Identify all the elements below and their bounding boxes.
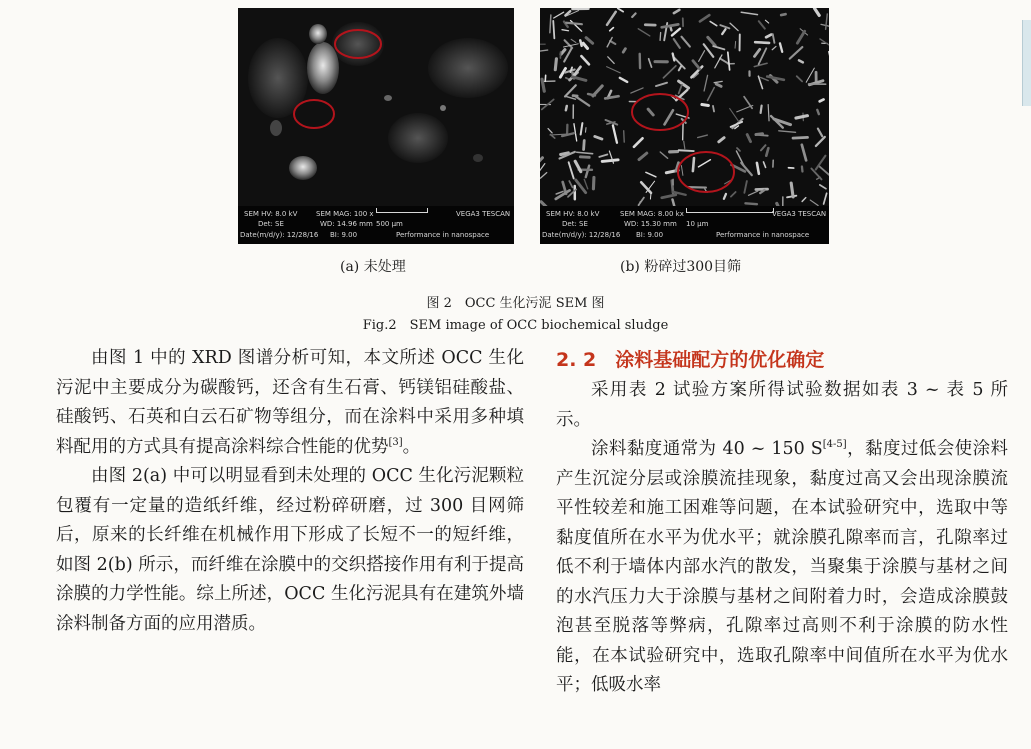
sem-info-bar [540,206,829,244]
fiber-texture [793,137,808,138]
fiber-texture [585,128,586,132]
sem-wd: WD: 15.30 mm [624,220,677,228]
fiber-texture [716,84,721,86]
fiber-texture [580,40,581,45]
fiber-texture [540,50,548,51]
paragraph-text: 涂料黏度通常为 40 ~ 150 S [591,439,823,459]
fiber-texture [555,59,556,70]
paragraph [56,344,524,462]
sem-mag: SEM MAG: 8.00 kx [620,210,684,218]
sem-micrograph-a [238,8,514,206]
sem-image-crushed [540,8,829,244]
sem-date: Date(m/d/y): 12/28/16 [542,231,621,239]
fiber-texture [781,14,785,15]
section-heading [556,344,1008,376]
paragraph-text: 由图 2(a) 中可以明显看到未处理的 OCC 生化污泥颗粒包覆有一定量的造纸纤维，经过粉碎研磨，过 300 目网筛后，原来的长纤维在机械作用下形成了长短不一的短纤维，如图 2(b) 所示，而纤维在涂膜中的交织搭接作用有利于提高涂膜的力学性能。综上所述，OCC 生化污泥具有在建筑外墙涂料制备方面的应用潜质。 [56,466,524,634]
scale-bar [686,208,774,213]
sem-mag: SEM MAG: 100 x [316,210,374,218]
scale-bar [376,208,428,213]
sem-perf: Performance in nanospace [716,231,810,239]
citation: [3] [388,436,403,448]
fiber-texture [745,203,757,204]
fiber-texture [679,150,694,151]
sem-wd: WD: 14.96 mm [320,220,373,228]
sem-bi: BI: 9.00 [636,231,664,239]
paragraph-text: 由图 1 中的 XRD 图谱分析可知，本文所述 OCC 生化污泥中主要成分为碳酸钙，还含有生石膏、钙镁铝硅酸盐、硅酸钙、石英和白云石矿物等组分，而在涂料中采用多种填料配用的方式具有提高涂料综合性能的优势 [56,348,524,457]
left-column [56,344,524,639]
figure-title-cn: 图 2 OCC 生化污泥 SEM 图 [426,296,605,311]
fiber-texture [553,21,554,38]
fiber-texture [673,54,675,61]
fiber-texture [566,23,582,24]
sem-brand: VEGA3 TESCAN [772,210,827,218]
sem-det: Det: SE [258,220,284,228]
sem-scale-label: 10 μm [686,220,709,228]
sem-hv: SEM HV: 8.0 kV [244,210,298,218]
fiber-texture [602,160,618,162]
section-number: 2. 2 [556,349,597,371]
paragraph [556,435,1008,701]
sem-micrograph-b [540,8,829,206]
fiber-texture [566,106,567,110]
fiber-texture [588,94,595,96]
right-column [556,344,1008,701]
fiber-texture [802,167,803,172]
sem-perf: Performance in nanospace [396,231,490,239]
fiber-texture [791,183,793,197]
fiber-texture [735,41,736,48]
caption-panel-b: (b) 粉碎过300目筛 [620,259,742,275]
paragraph [556,376,1008,435]
fiber-texture [650,194,651,199]
sem-date: Date(m/d/y): 12/28/16 [240,231,319,239]
paragraph [56,462,524,639]
fiber-texture [550,15,551,33]
sem-image-untreated [238,8,514,244]
caption-panel-a: (a) 未处理 [340,259,406,275]
fiber-texture [580,157,589,158]
fiber-texture [817,110,819,114]
fiber-texture [756,134,763,135]
sem-scale-label: 500 μm [376,220,403,228]
citation: [4-5] [822,439,847,451]
figure-title-en: Fig.2 SEM image of OCC biochemical sludge [362,318,669,333]
fiber-texture [623,49,625,52]
fiber-texture [660,32,661,40]
paragraph-text: 采用表 2 试验方案所得试验数据如表 3 ~ 表 5 所示。 [556,380,1008,430]
sem-brand: VEGA3 TESCAN [456,210,511,218]
paragraph-text: ，黏度过低会使涂料产生沉淀分层或涂膜流挂现象，黏度过高又会出现涂膜流平性较差和施工困难等问题，在本试验研究中，选取中等黏度值所在水平为优水平；就涂膜孔隙率而言，孔隙率过低不利于墙体内部水汽的散发，当聚集于涂膜与基材之间的水汽压力大于涂膜与基材之间附着力时，会造成涂膜鼓泡甚至脱落等弊病，孔隙率过高则不利于涂膜的防水性能，在本试验研究中，选取孔隙率中间值所在水平为优水平；低吸水率 [556,439,1009,695]
section-title: 涂料基础配方的优化确定 [615,349,825,371]
fiber-texture [702,104,708,105]
paragraph-text: 。 [402,436,421,457]
fiber-texture [584,141,585,150]
fiber-texture [820,99,824,101]
sem-hv: SEM HV: 8.0 kV [546,210,600,218]
fiber-texture [755,42,769,43]
sem-info-bar [238,206,514,244]
sem-det: Det: SE [562,220,588,228]
fiber-texture [593,177,594,188]
fiber-texture [693,158,694,171]
fiber-texture [761,106,762,113]
sem-bi: BI: 9.00 [330,231,358,239]
fiber-texture [713,106,714,112]
page-edge-decoration [1022,20,1031,106]
